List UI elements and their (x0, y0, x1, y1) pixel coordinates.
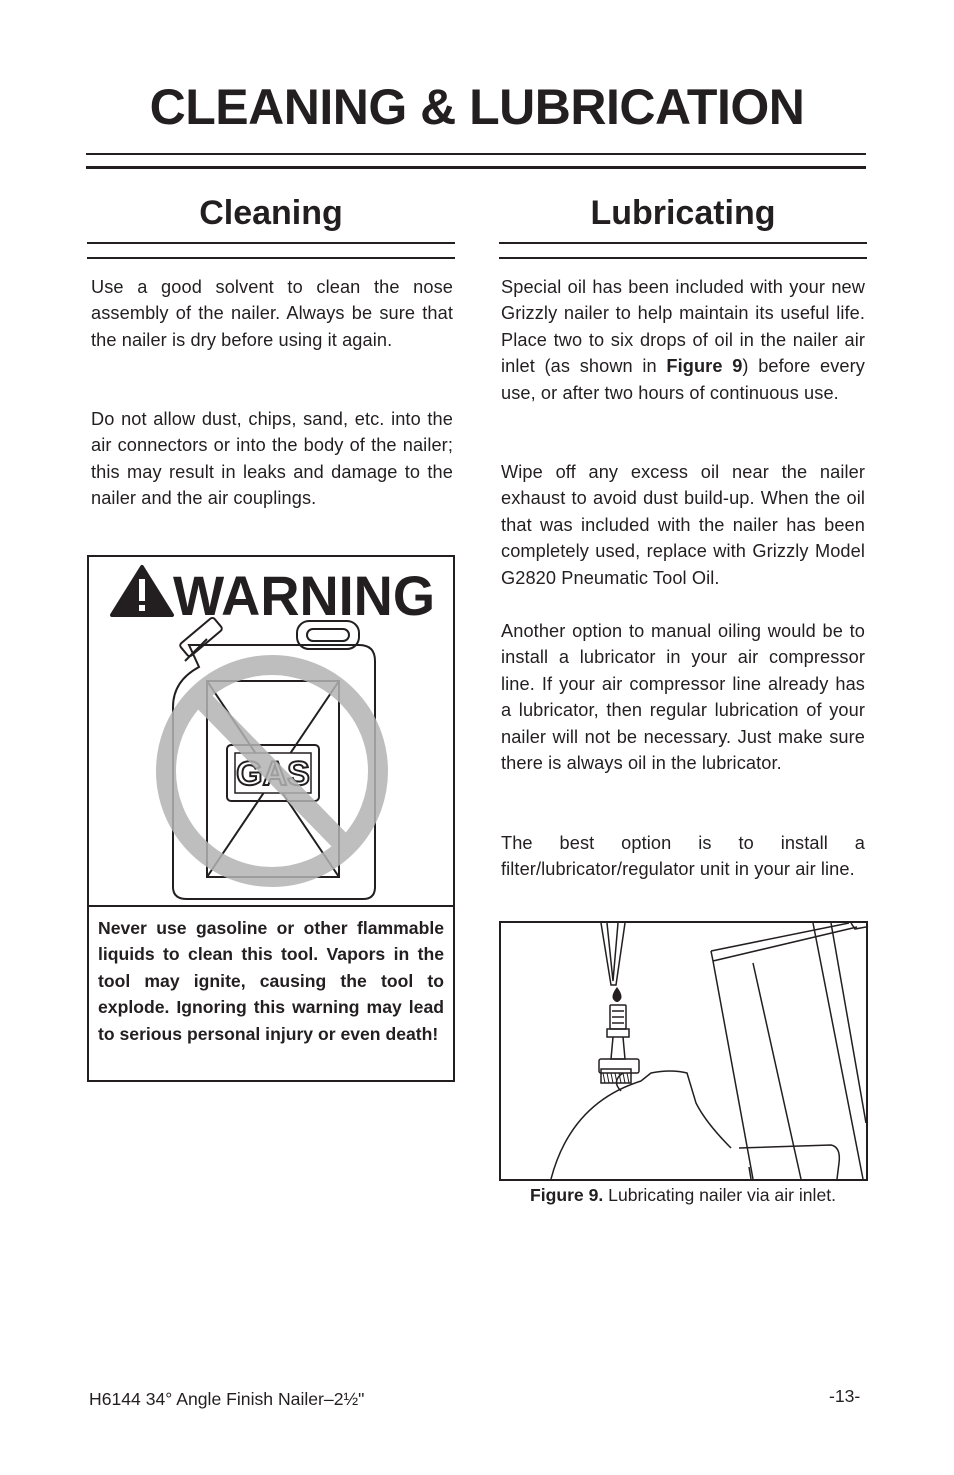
oil-drop-icon (613, 987, 622, 1002)
warning-box (87, 555, 455, 1082)
cleaning-heading-rule-top (87, 242, 455, 244)
warning-label: WARNING (173, 564, 435, 627)
lubricating-heading-rule-bottom (499, 257, 867, 259)
gas-text: GAS (236, 755, 310, 793)
footer-page-number: -13- (829, 1386, 861, 1406)
figure-9-caption (499, 1185, 867, 1206)
lubricating-paragraph-3: Another option to manual oiling would be to install a lubricator in your air compressor line. If your air compressor line already has a lubricator, then regular lubrication of your nailer will not be necessary. Just make sure there is always oil in the lubricator. (501, 621, 865, 774)
warning-illustration (89, 557, 453, 905)
warning-triangle-icon (112, 567, 172, 615)
title-rule-thin (86, 153, 866, 155)
warning-text: Never use gasoline or other flammable liquids to clean this tool. Vapors in the tool may ignite, causing the tool to explode. Ignoring this warning may lead to serious personal injury or even death! (98, 918, 444, 1044)
nailer-air-inlet-drawing (501, 923, 866, 1179)
prohibition-icon (166, 665, 378, 877)
footer-model: H6144 34° Angle Finish Nailer–2½" (89, 1389, 365, 1409)
lubricating-paragraph-4: The best option is to install a filter/lubricator/regulator unit in your air line. (501, 833, 865, 880)
figure-9-caption-label: Figure 9. (529, 1185, 604, 1205)
lubricating-paragraph-1-end: ) before every use, or after two hours of continuous use. (501, 356, 865, 403)
lubricating-paragraph-1 (501, 274, 865, 406)
lubricating-heading: Lubricating (590, 194, 776, 232)
cleaning-heading-rule-bottom (87, 257, 455, 259)
lubricating-paragraph-2: Wipe off any excess oil near the nailer exhaust to avoid dust build-up. When the oil that was included with the nailer has been completely used, replace with Grizzly Model G2820 Pneumatic Tool Oil. (501, 462, 865, 588)
cleaning-heading: Cleaning (199, 194, 343, 232)
lubricating-paragraph-1-start: Special oil has been included with your new Grizzly nailer to help maintain its useful life. Place two to six drops of oil in the nailer air inlet (as shown in (501, 277, 865, 377)
figure-9-illustration (499, 921, 868, 1181)
lubricating-heading-rule-top (499, 242, 867, 244)
cleaning-paragraph-1: Use a good solvent to clean the nose assembly of the nailer. Always be sure that the nailer is dry before using it again. (91, 277, 453, 350)
figure-reference: Figure 9 (666, 356, 743, 377)
warning-divider (89, 905, 453, 907)
figure-9-caption-text: Lubricating nailer via air inlet. (603, 1185, 837, 1205)
cleaning-paragraph-2: Do not allow dust, chips, sand, etc. into the air connectors or into the body of the nailer; this may result in leaks and damage to the nailer and the air couplings. (91, 409, 453, 509)
page-title: CLEANING & LUBRICATION (149, 79, 805, 135)
title-rule-thick (86, 166, 866, 169)
